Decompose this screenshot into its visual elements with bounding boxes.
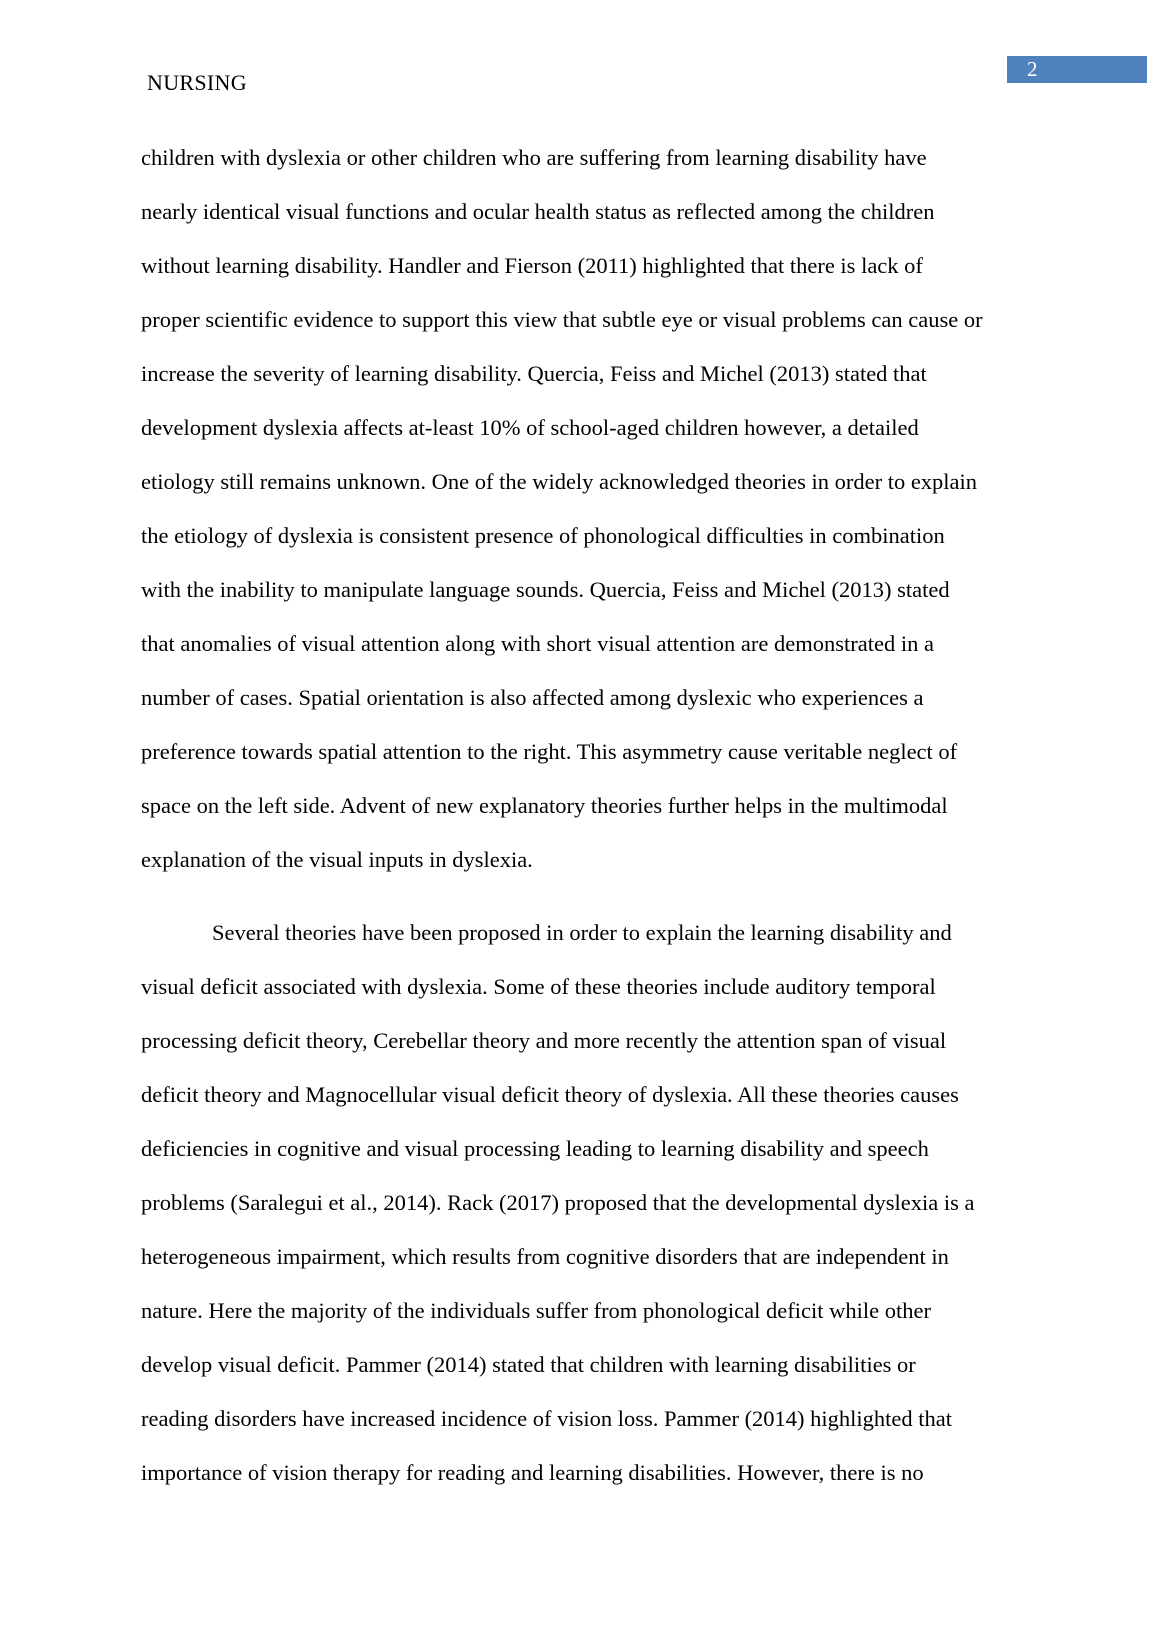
running-head: NURSING	[147, 70, 247, 95]
paragraph-1	[141, 131, 1041, 887]
text-line: deficiencies in cognitive and visual processing leading to learning disability and speech	[141, 1136, 929, 1161]
text-line: Several theories have been proposed in order to explain the learning disability and	[212, 920, 952, 945]
text-line: proper scientific evidence to support this view that subtle eye or visual problems can cause or	[141, 307, 983, 332]
text-line: explanation of the visual inputs in dyslexia.	[141, 847, 533, 872]
text-line: with the inability to manipulate language sounds. Quercia, Feiss and Michel (2013) stated	[141, 577, 950, 602]
text-line: deficit theory and Magnocellular visual deficit theory of dyslexia. All these theories causes	[141, 1082, 959, 1107]
page-number: 2	[1027, 57, 1038, 81]
text-line: reading disorders have increased incidence of vision loss. Pammer (2014) highlighted that	[141, 1406, 953, 1431]
text-line: without learning disability. Handler and Fierson (2011) highlighted that there is lack of	[141, 253, 923, 278]
text-line: the etiology of dyslexia is consistent presence of phonological difficulties in combination	[141, 523, 945, 548]
paragraph-spacing	[141, 887, 1041, 906]
text-line: heterogeneous impairment, which results from cognitive disorders that are independent in	[141, 1244, 949, 1269]
text-line: develop visual deficit. Pammer (2014) stated that children with learning disabilities or	[141, 1352, 916, 1377]
text-line: importance of vision therapy for reading and learning disabilities. However, there is no	[141, 1460, 924, 1485]
text-line: processing deficit theory, Cerebellar theory and more recently the attention span of visual	[141, 1028, 947, 1053]
text-line: preference towards spatial attention to the right. This asymmetry cause veritable neglect of	[141, 739, 958, 764]
text-line: visual deficit associated with dyslexia. Some of these theories include auditory temporal	[141, 974, 936, 999]
text-line: space on the left side. Advent of new explanatory theories further helps in the multimodal	[141, 793, 948, 818]
text-line: etiology still remains unknown. One of the widely acknowledged theories in order to explain	[141, 469, 978, 494]
text-line: problems (Saralegui et al., 2014). Rack (2017) proposed that the developmental dyslexia is a	[141, 1190, 975, 1215]
text-line: development dyslexia affects at-least 10% of school-aged children however, a detailed	[141, 415, 919, 440]
page-number-box	[1007, 56, 1147, 83]
body-text	[141, 131, 1041, 1500]
text-line: number of cases. Spatial orientation is also affected among dyslexic who experiences a	[141, 685, 924, 710]
text-line: increase the severity of learning disability. Quercia, Feiss and Michel (2013) stated that	[141, 361, 927, 386]
text-line: nature. Here the majority of the individuals suffer from phonological deficit while other	[141, 1298, 931, 1323]
text-line: children with dyslexia or other children who are suffering from learning disability have	[141, 145, 927, 170]
paragraph-2	[141, 906, 1041, 1500]
text-line: that anomalies of visual attention along with short visual attention are demonstrated in a	[141, 631, 934, 656]
text-line: nearly identical visual functions and ocular health status as reflected among the children	[141, 199, 935, 224]
